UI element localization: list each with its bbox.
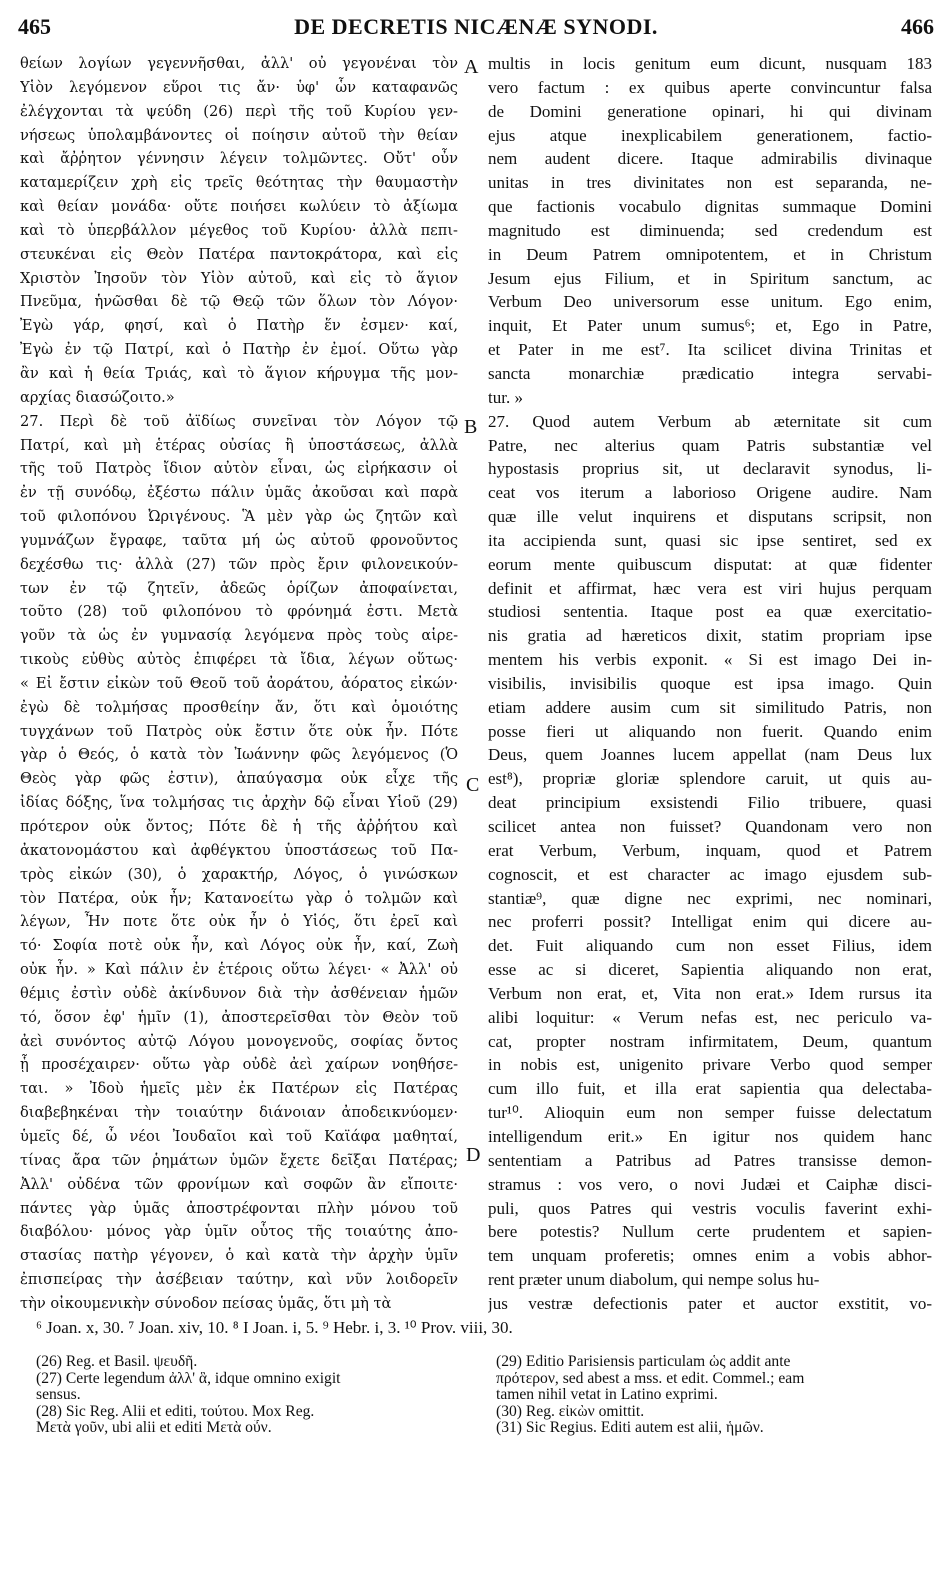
greek-text-line: λέγων, Ἦν ποτε ὅτε οὐκ ἦν ὁ Υἱός, ὅτι ἐρεῖ καὶ <box>20 913 458 931</box>
greek-text-line: διαβεβηκέναι τὴν τοιαύτην διάνοιαν ἀποδεικνύομεν· <box>20 1104 458 1122</box>
greek-text-line: διαβόλου· μόνος γὰρ ὑμῖν οὗτος τῆς τοιαύτης ἀπο- <box>20 1223 458 1241</box>
greek-text-line: τρὸς εἰκών (30), ὁ χαρακτήρ, Λόγος, ὁ γινώσκων <box>20 865 458 883</box>
latin-text-line: eorum mente quibuscum disputat: at quæ fidenter <box>488 554 932 574</box>
latin-text-line: ita accipienda sunt, quasi sic ipse sentiret, sed ex <box>488 530 932 550</box>
critical-note-line: (31) Sic Regius. Editi autem est alii, ἡμῶν. <box>496 1420 764 1436</box>
greek-text-line: ται. » Ἰδοὺ ἡμεῖς μὲν ἐκ Πατέρων εἰς Πατέρας <box>20 1080 458 1098</box>
latin-text-line: det. Fuit aliquando cum non esset Filius, idem <box>488 936 932 956</box>
latin-text-line: posse fieri ut aliquando non fuerit. Quando enim <box>488 721 932 741</box>
latin-text-line: Jesum ejus Filium, et in Spiritum sanctum, ac <box>488 268 932 288</box>
greek-text-line: θείων λογίων γεγεννῆσθαι, ἀλλ' οὐ γεγονέναι τὸν <box>20 55 458 72</box>
critical-note-line: Μετὰ γοῦν, ubi alii et editi Μετὰ οὖν. <box>36 1420 272 1436</box>
greek-text-line: ἂν καὶ ἡ θεία Τριάς, καὶ τὸ ἅγιον κήρυγμα τῆς μον- <box>20 364 458 382</box>
latin-text-line: ceat vos iterum a laborioso Origene audire. Nam <box>488 483 932 503</box>
greek-text-line: ἀεὶ συνόντος αὐτῷ Λόγου μονογενοῦς, σοφίας ὄντος <box>20 1032 458 1050</box>
greek-text-line: γοῦν τὰ ὡς ἐν γυμνασίᾳ λεγόμενα πρὸς τοὺς αἱρε- <box>20 627 458 645</box>
latin-text-line: in Deum Patrem omnipotentem, et in Christum <box>488 244 932 264</box>
latin-text-line: Verbum non erat, et, Vita non erat.» Idem rursus ita <box>488 983 932 1003</box>
latin-text-line: esse ac si diceret, Sapientia aliquando non erat, <box>488 960 932 980</box>
greek-text-line: « Εἰ ἔστιν εἰκὼν τοῦ Θεοῦ τοῦ ἀοράτου, ἀόρατος εἰκών· <box>20 674 458 692</box>
margin-marker-a: A <box>464 56 479 78</box>
latin-text-line: Verbum Deo universorum esse unitum. Ego enim, <box>488 292 932 312</box>
latin-text-line: nec proferri possit? Intelligat enim qui dicere au- <box>488 912 932 932</box>
critical-note-line: (28) Sic Reg. Alii et editi, τούτου. Mox Reg. <box>36 1403 315 1420</box>
latin-text-line: cum illo fuit, et illa erat sapientia qua delectaba- <box>488 1079 932 1099</box>
scripture-footnotes: ⁶ Joan. x, 30. ⁷ Joan. xiv, 10. ⁸ I Joan. i, 5. ⁹ Hebr. i, 3. ¹⁰ Prov. viii, 30. <box>36 1318 513 1337</box>
greek-text-line: τοῦτο (28) τοῦ φιλοπόνου τὸ φρόνημά ἐστι. Μετὰ <box>20 603 458 621</box>
margin-marker-d: D <box>466 1144 481 1166</box>
critical-note-line: tamen nihil vetat in Latino exprimi. <box>496 1387 718 1403</box>
latin-text-line: sancta monarchiæ prædicatio integra servabi- <box>488 363 932 383</box>
greek-text-line: Υἱὸν λεγόμενον εὕροι τις ἄν· ὑφ' ὧν καταφανῶς <box>20 78 458 96</box>
greek-text-line: τυγχάνων τοῦ Πατρὸς οὐκ ἔστιν ὅτε οὐκ ἦν. Πότε <box>20 722 458 740</box>
latin-text-line: definit et affirmat, hæc vera est viri hujus perquam <box>488 578 932 598</box>
greek-text-line: ἐγὼ δὲ τολμήσας προσθείην ἄν, ὅτι καὶ ὁμοιότης <box>20 698 458 716</box>
greek-text-line: Ἐγὼ γάρ, φησί, καὶ ὁ Πατὴρ ἕν ἐσμεν· καί, <box>20 317 458 335</box>
latin-text-line: 27. Quod autem Verbum ab æternitate sit cum <box>488 411 932 431</box>
latin-text-line: que factionis vocabulo dignitas summaque Domini <box>488 197 932 217</box>
latin-text-line: jus vestræ defectionis pater et auctor exstitit, vo- <box>488 1293 932 1313</box>
latin-text-line: est⁸), propriæ gloriæ splendore caruit, ut quis au- <box>488 769 932 789</box>
margin-marker-c: C <box>466 774 480 796</box>
latin-text-line: rent præter unum diabolum, qui nempe solus hu- <box>488 1270 820 1290</box>
greek-text-line: Ἐγὼ ἐν τῷ Πατρί, καὶ ὁ Πατὴρ ἐν ἐμοί. Οὕτω γὰρ <box>20 341 458 359</box>
page-number-right: 466 <box>901 14 934 39</box>
critical-note-line: πρότερον, sed abest a mss. et edit. Commel.; eam <box>496 1370 805 1387</box>
greek-text-line: καὶ τὸ ὑπερβάλλον μέγεθος τοῦ Κυρίου· ἀλλὰ πεπι- <box>20 221 458 239</box>
latin-text-line: cat, propter nostram infirmitatem, Deum, quantum <box>488 1031 932 1051</box>
greek-text-line: τὴν οἰκουμενικὴν σύνοδον πείσας ὑμᾶς, ὅτι μὴ τὰ <box>20 1294 392 1312</box>
critical-notes-right <box>496 1354 932 1437</box>
latin-text-line: cognoscit, et est character ac imago ejusdem sub- <box>488 864 932 884</box>
greek-text-line: οὐκ ἦν. » Καὶ πάλιν ἐν ἑτέροις οὕτω λέγει· « Ἀλλ' οὐ <box>20 961 458 979</box>
greek-text-line: δεχέσθω τις· ἀλλὰ (27) τῶν πρὸς ἔριν φιλονεικούν- <box>20 555 458 573</box>
greek-text-line: ἐλέγχονται τὰ ψεύδη (26) περὶ τῆς τοῦ Κυρίου γεν- <box>20 102 458 120</box>
greek-text-line: γὰρ ὁ Θεός, ὁ κατὰ τὸν Ἰωάννην φῶς λεγόμενος (Ὁ <box>20 746 458 764</box>
greek-text-line: καὶ ἄῤῥητον γέννησιν λέγειν τολμῶντες. Οὔτ' οὖν <box>20 150 458 168</box>
margin-marker-b: B <box>464 416 478 438</box>
latin-text-line: tur. » <box>488 387 523 407</box>
greek-text-line: ὑμεῖς δέ, ὦ νέοι Ἰουδαῖοι καὶ τοῦ Καϊάφα μαθηταί, <box>20 1127 458 1145</box>
latin-text-line: de Domini generatione opinari, hi qui divinam <box>488 101 932 121</box>
greek-text-line: στασίας πατὴρ γέγονεν, ὁ καὶ κατὰ τὴν ἀρχὴν ὑμῖν <box>20 1247 458 1265</box>
latin-text-line: visibilis, invisibilis quoque est ipsa imago. Quin <box>488 673 932 693</box>
latin-text-line: unitas in tres divinitates non est separanda, ne- <box>488 173 932 193</box>
latin-text-line: nis gratia ad hæreticos dixit, statim propriam ipse <box>488 626 932 646</box>
latin-text-line: inquit, Et Pater unum sumus⁶; et, Ego in Patre, <box>488 316 932 336</box>
latin-text-line: intelligendum erit.» En igitur nos quidem hanc <box>488 1126 932 1146</box>
latin-text-line: erat Verbum, Verbum, inquam, quod et Patrem <box>488 840 932 860</box>
latin-text-column <box>488 52 932 1316</box>
page-number-left: 465 <box>18 14 51 39</box>
greek-text-line: τῆς τοῦ Πατρὸς ἴδιον αὐτὸν εἶναι, ὡς εἰρήκασιν οἱ <box>20 460 458 478</box>
latin-text-line: vero factum : ex quibus aperte convincuntur falsa <box>488 77 932 97</box>
greek-text-line: καὶ θείαν μονάδα· οὔτε ποιήσει κωλύειν τὸ ἀξίωμα <box>20 198 458 216</box>
latin-text-line: sententiam a Patribus ad Patres transisse demon- <box>488 1150 932 1170</box>
greek-text-line: των ἐν τῷ ζητεῖν, ἀδεῶς ὁρίζων ἀποφαίνεται, <box>20 579 458 597</box>
critical-note-line: (29) Editio Parisiensis particulam ὡς addit ante <box>496 1354 791 1370</box>
greek-text-line: ἐν τῇ συνόδῳ, ἐξέστω πάλιν ὑμᾶς ἀκοῦσαι καὶ παρὰ <box>20 484 458 502</box>
latin-text-line: Patre, nec alterius quam Patris substantiæ vel <box>488 435 932 455</box>
latin-text-line: magnitudo est diminuenda; sed credendum est <box>488 220 932 240</box>
latin-text-line: ejus atque inexplicabilem generationem, factio- <box>488 125 932 145</box>
latin-text-line: quæ ille velut inquirens et disputans scripsit, non <box>488 507 932 527</box>
critical-note-line: (26) Reg. et Basil. ψευδῆ. <box>36 1354 198 1370</box>
greek-text-line: Χριστὸν Ἰησοῦν τὸν Υἱὸν αὐτοῦ, καὶ εἰς τὸ ἅγιον <box>20 269 458 287</box>
latin-text-line: stramus : vos vero, o novi Judæi et Caiphæ disci- <box>488 1174 932 1194</box>
greek-text-line: γυμνάζων ἔγραφε, ταῦτα μή ὡς αὐτοῦ φρονοῦντος <box>20 531 458 549</box>
greek-text-line: ἰδίας δόξης, ἵνα τολμήσας τις ἀρχὴν δῷ εἶναι Υἱοῦ (29) <box>20 794 458 812</box>
latin-text-line: in nobis est, unigenito privare Verbo quod semper <box>488 1055 932 1075</box>
running-header <box>18 14 934 42</box>
latin-text-line: tur¹⁰. Alioquin eum non semper fuisse delectatum <box>488 1103 932 1123</box>
critical-note-line: sensus. <box>36 1387 81 1403</box>
latin-text-line: bere potestis? Nullum certe prudentem et sapien- <box>488 1222 932 1242</box>
greek-text-line: τοῦ φιλοπόνου Ὠριγένους. Ἃ μὲν γὰρ ὡς ζητῶν καὶ <box>20 508 458 526</box>
greek-text-line: τικοὺς εὐθὺς αὐτὸς ἐπιφέρει τὰ ἴδια, λέγων οὕτως· <box>20 651 458 669</box>
latin-text-line: puli, quos Patres qui vestris voculis faverint exhi- <box>488 1198 932 1218</box>
greek-text-line: καταμερίζειν χρὴ εἰς τρεῖς θεότητας τὴν θαυμαστὴν <box>20 174 458 192</box>
greek-text-line: στευκέναι εἰς Θεὸν Πατέρα παντοκράτορα, καὶ εἰς <box>20 245 458 263</box>
latin-text-line: hypostasis proprius sit, ut declaravit synodus, li- <box>488 459 932 479</box>
critical-notes-left <box>36 1354 470 1437</box>
greek-text-line: τίνας ἄρα τῶν ῥημάτων ὑμῶν ἔχετε δεῖξαι Πατέρας; <box>20 1151 458 1169</box>
greek-text-line: πάντες γὰρ ὑμᾶς ἀποστρέφονται πλὴν μόνου τοῦ <box>20 1199 458 1217</box>
latin-text-line: scilicet antea non fuisset? Quandonam vero non <box>488 817 932 836</box>
latin-text-line: tem unquam proferetis; omnes enim a vobis abhor- <box>488 1246 932 1266</box>
greek-text-line: ἐπισπείρας τὴν ἀσέβειαν ταύτην, καὶ νῦν λοιδορεῖν <box>20 1271 458 1289</box>
greek-text-line: αρχίας διασώζοιτο.» <box>20 388 175 406</box>
latin-text-line: alibi loquitur: « Verum nefas est, nec periculo va- <box>488 1007 932 1027</box>
latin-text-line: deat principium exsistendi Filio tribuere, quasi <box>488 793 932 813</box>
latin-text-line: et Pater in me est⁷. Ita scilicet divina Trinitas et <box>488 340 932 360</box>
greek-text-line: Θεὸς γὰρ φῶς ἐστιν), ἀπαύγασμα οὐκ εἶχε τῆς <box>20 770 458 788</box>
greek-text-line: 27. Περὶ δὲ τοῦ ἀϊδίως συνεῖναι τὸν Λόγον τῷ <box>20 412 458 430</box>
greek-text-line: ᾗ προσέχαιρεν· οὕτω γὰρ οὐδὲ ἀεὶ χαίρων νοηθήσε- <box>20 1056 458 1074</box>
greek-text-line: θέμις ἐστὶν οὐδὲ ἀκίνδυνον διὰ τὴν ἀσθένειαν ἡμῶν <box>20 984 458 1002</box>
greek-text-line: τό· Σοφία ποτὲ οὐκ ἦν, καὶ Λόγος οὐκ ἦν, καί, Ζωὴ <box>20 937 458 955</box>
greek-text-column <box>20 52 458 1316</box>
latin-text-line: stantiæ⁹, quæ digne nec exprimi, nec nominari, <box>488 888 932 908</box>
running-title: DE DECRETIS NICÆNÆ SYNODI. <box>294 14 658 39</box>
greek-text-line: νήσεως ὑπολαμβάνοντες οἱ ποίησιν αὐτοῦ τὴν θείαν <box>20 126 458 144</box>
greek-text-line: τὸν Πατέρα, οὐκ ἦν; Κατανοείτω γὰρ ὁ τολμῶν καὶ <box>20 889 458 907</box>
critical-note-line: (27) Certe legendum ἀλλ' ἃ, idque omnino exigit <box>36 1370 341 1387</box>
latin-text-line: etiam addere ausim cum sit similitudo Patris, non <box>488 697 932 717</box>
latin-text-line: mentem his verbis exponit. « Si est imago Dei in- <box>488 650 932 670</box>
greek-text-line: τό, ὅσον ἐφ' ἡμῖν (1), ἀποστερεῖσθαι τὸν Θεὸν τοῦ <box>20 1008 458 1026</box>
latin-text-line: multis in locis genitum eum dicunt, nusquam 183 <box>488 54 932 73</box>
critical-note-line: (30) Reg. εἰκὼν omittit. <box>496 1403 645 1420</box>
greek-text-line: Πνεῦμα, ἡνῶσθαι δὲ τῷ Θεῷ τῶν ὅλων τὸν Λόγον· <box>20 293 458 311</box>
latin-text-line: studiosi sententia. Itaque post ea quæ exercitatio- <box>488 602 932 622</box>
latin-text-line: nem audent dicere. Itaque admirabilis divinaque <box>488 149 932 169</box>
greek-text-line: Πατρί, καὶ μὴ ἑτέρας οὐσίας ἢ ὑποστάσεως, ἀλλὰ <box>20 436 458 454</box>
latin-text-line: Deus, quem Joannes lucem appellat (nam Deus lux <box>488 745 932 765</box>
greek-text-line: ἀκατονομάστου καὶ ἀφθέγκτου ὑποστάσεως τοῦ Πα- <box>20 841 458 859</box>
greek-text-line: Ἀλλ' οὐδένα τῶν φρονίμων καὶ σοφῶν ἂν εἴποιτε· <box>20 1175 458 1193</box>
greek-text-line: πρότερον οὐκ ὄντος; Πότε δὲ ἡ τῆς ἀῤῥήτου καὶ <box>20 818 458 835</box>
